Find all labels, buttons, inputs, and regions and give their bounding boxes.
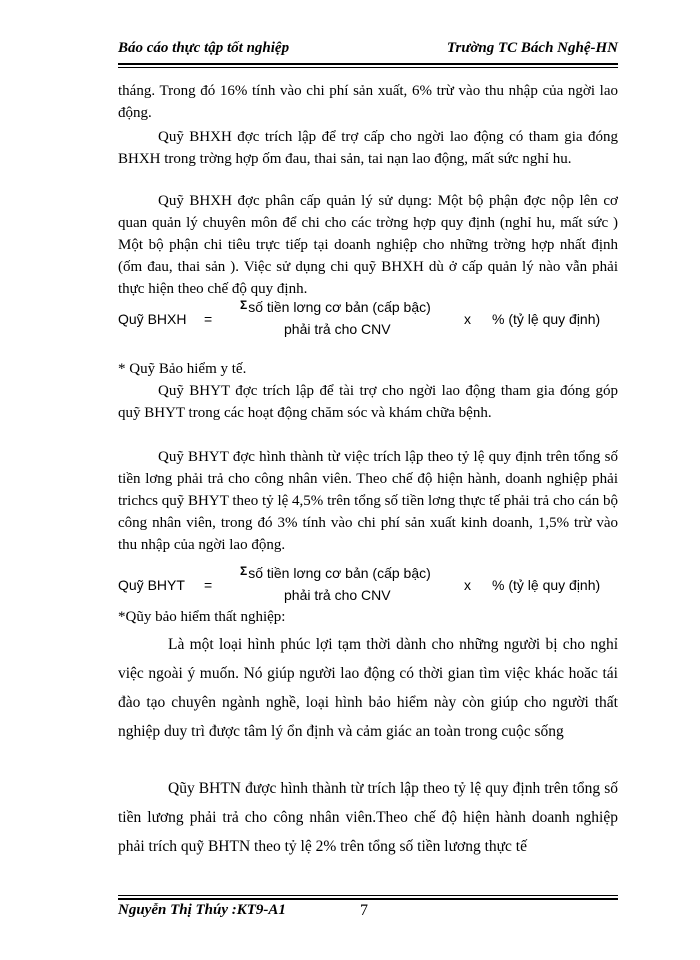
formula-bhxh-equals: = [204,311,213,327]
formula-bhxh-denominator: phải trả cho CNV [284,321,391,337]
footer-divider-thin [118,895,618,896]
formula-bhyt [118,564,618,610]
footer-author: Nguyễn Thị Thúy :KT9-A1 [118,902,286,918]
paragraph-bhtn-definition: Là một loại hình phúc lợi tạm thời dành cho những người bị cho nghỉ việc ngoài ý muốn. Nó giúp người lao động có thời gian tìm việc khác hoăc tái đào tạo chuyên ngành nghề, loại hình bảo hiểm này còn giúp cho người thất nghiệp duy trì được tâm lý ổn định và cảm giác an toàn trong cuộc sống [118,636,618,740]
header-report-title: Báo cáo thực tập tốt nghiệp [118,40,290,56]
formula-bhyt-lhs: Quỹ BHYT [118,577,185,593]
formula-bhyt-denominator: phải trả cho CNV [284,587,391,603]
formula-bhxh-times: x [464,311,471,327]
formula-bhxh-lhs: Quỹ BHXH [118,311,187,327]
paragraph-bhyt-formation: Quỹ BHYT đợc hình thành từ việc trích lập theo tỷ lệ quy định trên tổng số tiền lơng phải trả cho công nhân viên. Theo chế độ hiện hành, doanh nghiệp phải trichcs quỹ BHYT theo tỷ lệ 4,5% trên tổng số tiền lơng thực tế phải trả cho cán bộ công nhân viên, trong đó 3% tính vào chi phí sản xuất kinh doanh, 1,5% trừ vào thu nhập của ngời lao động. [118,449,618,553]
heading-bhtn: *Qũy bảo hiểm thất nghiệp: [118,609,286,625]
sigma-symbol: Σ [240,564,248,578]
sigma-symbol: Σ [240,298,248,312]
formula-bhyt-numerator-text: số tiền lơng cơ bản (cấp bậc) [248,565,431,581]
header-divider [118,63,618,65]
formula-bhyt-equals: = [204,577,213,593]
formula-bhxh-numerator-text: số tiền lơng cơ bản (cấp bậc) [248,299,431,315]
heading-bhyt: * Quỹ Bảo hiểm y tế. [118,361,247,377]
formula-bhyt-rate: % (tỷ lệ quy định) [492,577,601,593]
header-divider-thin [118,67,618,68]
page-footer [118,902,618,924]
formula-bhxh [118,298,618,344]
paragraph-bhxh-purpose: Quỹ BHXH đợc trích lập để trợ cấp cho ngời lao động có tham gia đóng BHXH trong trờng hợp ốm đau, thai sản, tai nạn lao động, mất sức nghỉ hu. [118,129,618,167]
formula-bhyt-times: x [464,577,471,593]
formula-bhxh-numerator [240,298,431,315]
page-number: 7 [360,902,368,919]
paragraph-contribution-split: tháng. Trong đó 16% tính vào chi phí sản xuất, 6% trừ vào thu nhập của ngời lao động. [118,83,618,121]
formula-bhxh-rate: % (tỷ lệ quy định) [492,311,601,327]
page-header [118,40,618,62]
header-school-name: Trường TC Bách Nghệ-HN [446,40,618,56]
formula-bhyt-numerator [240,564,431,581]
paragraph-bhyt-purpose: Quỹ BHYT đợc trích lập để tài trợ cho ngời lao động tham gia đóng góp quỹ BHYT trong các hoạt động chăm sóc và khám chữa bệnh. [118,383,618,421]
footer-divider [118,898,618,900]
paragraph-bhxh-management: Quỹ BHXH đợc phân cấp quản lý sử dụng: Một bộ phận đợc nộp lên cơ quan quản lý chuyên môn để chi cho các trờng hợp quy định (nghỉ hu, mất sức ) Một bộ phận chi tiêu trực tiếp tại doanh nghiệp cho những trờng hợp nhất định (ốm đau, thai sản ). Việc sử dụng chi quỹ BHXH dù ở cấp quản lý nào vẫn phải thực hiện theo chế độ quy định. [118,193,618,297]
paragraph-bhtn-formation: Qũy BHTN được hình thành từ trích lập theo tỷ lệ quy định trên tổng số tiền lương phải trả cho công nhân viên.Theo chế độ hiện hành doanh nghiệp phải trích quỹ BHTN theo tỷ lệ 2% trên tổng số tiền lương thực tế [118,780,618,855]
